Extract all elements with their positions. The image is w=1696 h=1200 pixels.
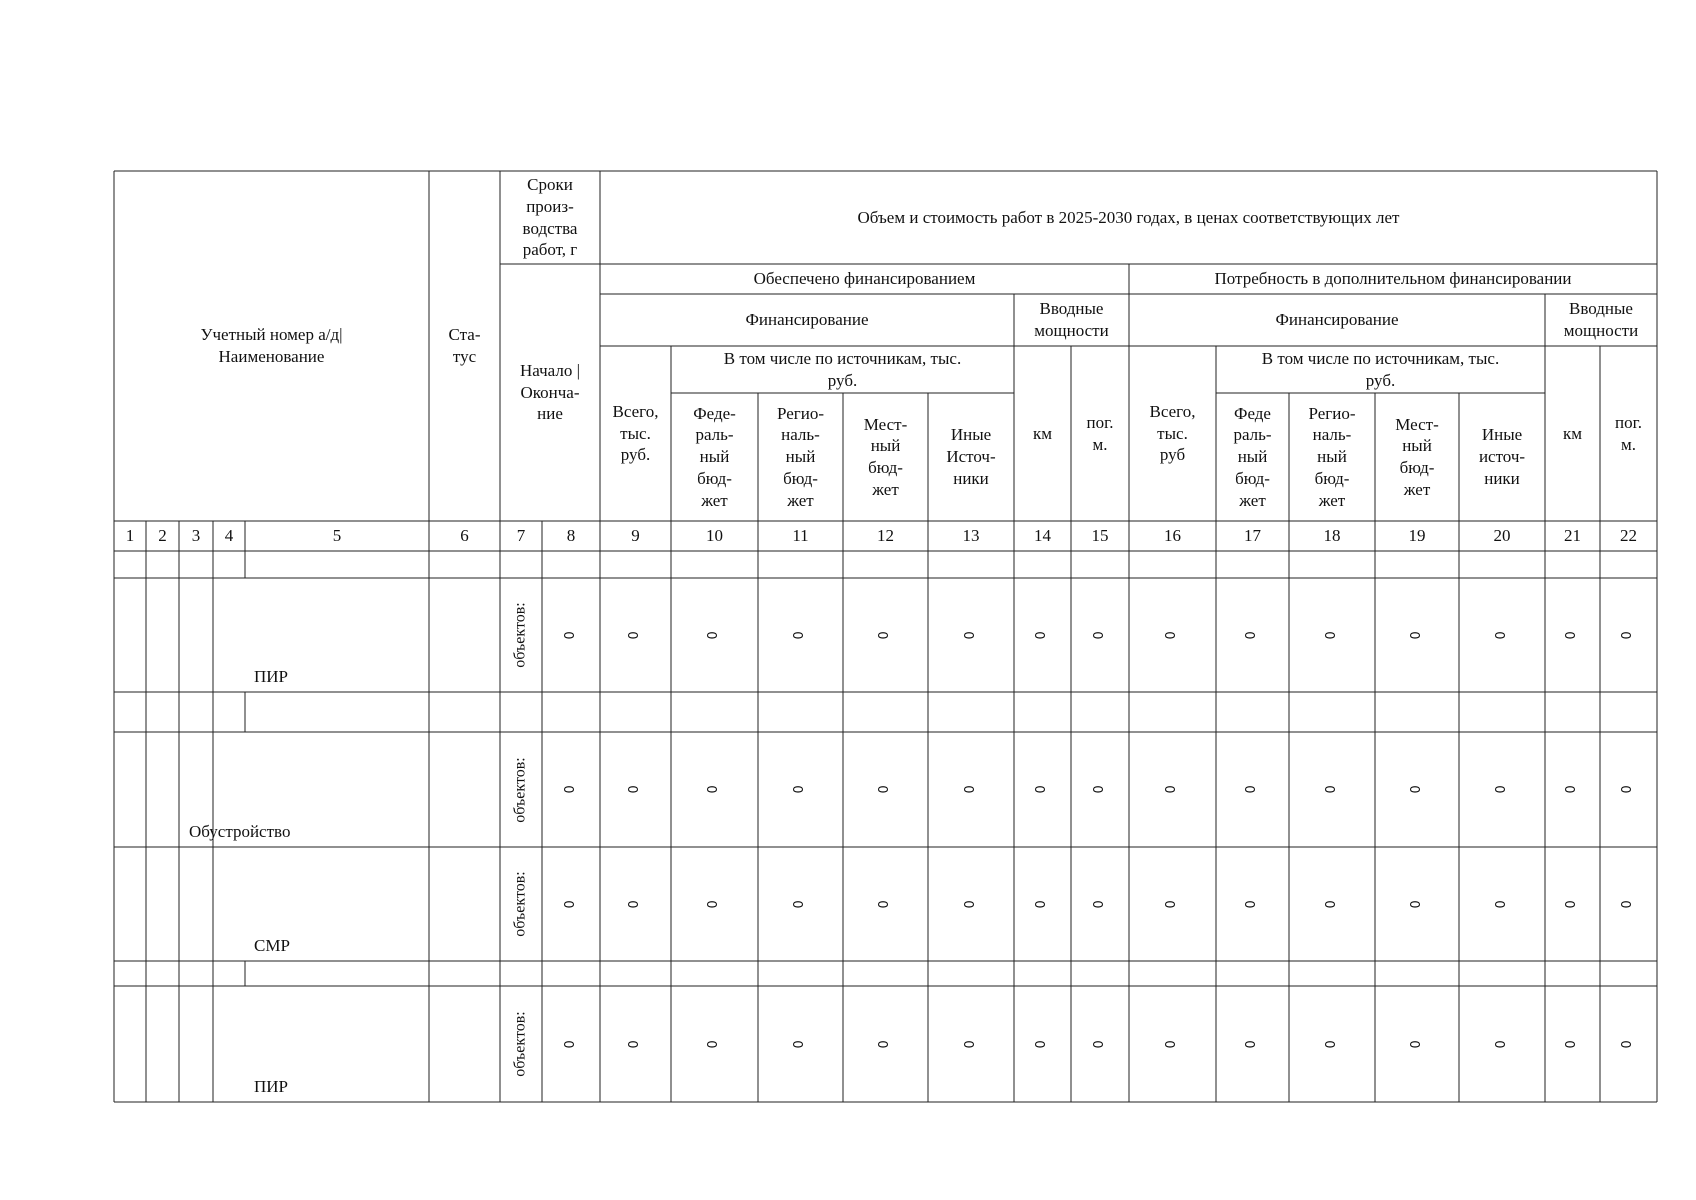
value-cell-text: 0 xyxy=(792,1039,808,1049)
value-cell-text: 0 xyxy=(1034,630,1050,640)
value-cell xyxy=(1459,847,1545,961)
column-number-19 xyxy=(1375,521,1459,551)
needed-financing-header-text: Финансирование xyxy=(1275,310,1399,330)
column-number-16 xyxy=(1129,521,1216,551)
value-cell xyxy=(1375,986,1459,1102)
column-number-13 xyxy=(928,521,1014,551)
value-cell xyxy=(671,847,758,961)
needed-other-header-text: Иные источ- ники xyxy=(1478,425,1526,488)
value-cell-text: 0 xyxy=(1493,1039,1509,1049)
value-cell xyxy=(1071,847,1129,961)
secured-other-header-text: Иные Источ- ники xyxy=(946,425,996,488)
value-cell-text: 0 xyxy=(962,899,978,909)
column-number-9 xyxy=(600,521,671,551)
value-cell-text: 0 xyxy=(562,1039,578,1049)
value-cell xyxy=(758,578,843,692)
value-cell-text: 0 xyxy=(562,630,578,640)
value-cell xyxy=(928,732,1014,847)
row-label: СМР xyxy=(254,936,290,955)
objects-count-label xyxy=(500,578,542,692)
column-number-4-text: 4 xyxy=(224,526,234,546)
column-number-5-text: 5 xyxy=(332,526,342,546)
value-cell xyxy=(843,847,928,961)
value-cell-text: 0 xyxy=(1323,630,1339,640)
secured-financing-header-text: Финансирование xyxy=(745,310,869,330)
value-cell xyxy=(1014,578,1071,692)
value-cell xyxy=(1600,578,1657,692)
needed-other-header xyxy=(1459,393,1545,521)
value-cell xyxy=(1375,847,1459,961)
secured-sources-header-text: В том числе по источникам, тыс. руб. xyxy=(723,348,962,390)
value-cell-text: 0 xyxy=(627,1039,643,1049)
value-cell xyxy=(1375,732,1459,847)
row-label: Обустройство xyxy=(189,822,291,841)
needed-regional-header xyxy=(1289,393,1375,521)
value-cell-text: 0 xyxy=(1164,899,1180,909)
value-cell-text: 0 xyxy=(1244,630,1260,640)
objects-count-label xyxy=(500,732,542,847)
column-number-2 xyxy=(146,521,179,551)
needed-km-header xyxy=(1545,346,1600,521)
column-number-17-text: 17 xyxy=(1244,526,1261,546)
secured-km-header xyxy=(1014,346,1071,521)
column-number-20-text: 20 xyxy=(1493,526,1511,546)
value-cell xyxy=(600,732,671,847)
value-cell xyxy=(1545,578,1600,692)
needed-capacity-header xyxy=(1545,294,1657,346)
needed-km-header-text: км xyxy=(1562,423,1583,443)
secured-pogm-header xyxy=(1071,346,1129,521)
value-cell xyxy=(1129,578,1216,692)
value-cell xyxy=(928,847,1014,961)
terms-subheader xyxy=(500,264,600,521)
column-number-21 xyxy=(1545,521,1600,551)
value-cell xyxy=(1129,732,1216,847)
value-cell xyxy=(758,847,843,961)
needed-group-header-text: Потребность в дополнительном финансировании xyxy=(1214,269,1572,289)
column-number-2-text: 2 xyxy=(158,526,167,546)
value-cell-text: 0 xyxy=(1493,630,1509,640)
value-cell-text: 0 xyxy=(1564,899,1580,909)
value-cell xyxy=(1289,732,1375,847)
value-cell-text: 0 xyxy=(1620,630,1636,640)
value-cell xyxy=(758,986,843,1102)
value-cell-text: 0 xyxy=(1408,785,1424,794)
value-cell xyxy=(1289,578,1375,692)
column-number-15 xyxy=(1071,521,1129,551)
value-cell xyxy=(1216,732,1289,847)
column-number-11-text: 11 xyxy=(792,526,809,546)
value-cell xyxy=(671,578,758,692)
value-cell-text: 0 xyxy=(962,630,978,640)
value-cell xyxy=(671,986,758,1102)
value-cell xyxy=(1216,847,1289,961)
terms-header-text: Сроки произ- водства работ, г xyxy=(522,175,578,260)
value-cell xyxy=(1014,847,1071,961)
value-cell-text: 0 xyxy=(1564,630,1580,640)
budget-table xyxy=(114,171,1657,1102)
value-cell-text: 0 xyxy=(1323,899,1339,909)
value-cell xyxy=(843,578,928,692)
column-number-10 xyxy=(671,521,758,551)
value-cell xyxy=(1600,847,1657,961)
value-cell-text: 0 xyxy=(627,785,643,794)
value-cell-text: 0 xyxy=(706,630,722,640)
value-cell-text: 0 xyxy=(1493,899,1509,909)
column-number-3 xyxy=(179,521,213,551)
value-cell xyxy=(1129,847,1216,961)
value-cell-text: 0 xyxy=(1564,1039,1580,1049)
needed-sources-header-text: В том числе по источникам, тыс. руб. xyxy=(1261,348,1500,390)
value-cell-text: 0 xyxy=(1620,785,1636,794)
value-cell xyxy=(1071,732,1129,847)
value-cell-text: 0 xyxy=(1034,785,1050,794)
value-cell-text: 0 xyxy=(877,899,893,909)
secured-sources-header xyxy=(671,346,1014,393)
column-number-18-text: 18 xyxy=(1323,526,1341,546)
secured-regional-header xyxy=(758,393,843,521)
value-cell-text: 0 xyxy=(1164,630,1180,640)
column-number-9-text: 9 xyxy=(631,526,640,546)
value-cell-text: 0 xyxy=(1164,1039,1180,1049)
column-number-18 xyxy=(1289,521,1375,551)
secured-federal-header-text: Феде- раль- ный бюд- жет xyxy=(693,403,736,510)
value-cell xyxy=(1600,986,1657,1102)
volume-header-text: Объем и стоимость работ в 2025-2030 годах, в ценах соответствующих лет xyxy=(857,207,1400,227)
terms-subheader-text: Начало | Оконча- ние xyxy=(519,360,581,424)
secured-total-header xyxy=(600,346,671,521)
column-number-22 xyxy=(1600,521,1657,551)
value-cell-text: 0 xyxy=(627,899,643,909)
value-cell xyxy=(542,732,600,847)
column-number-16-text: 16 xyxy=(1164,526,1181,546)
status-column-header xyxy=(429,171,500,521)
value-cell xyxy=(542,578,600,692)
value-cell-text: 0 xyxy=(1091,785,1107,794)
value-cell xyxy=(1459,578,1545,692)
value-cell-text: 0 xyxy=(1408,630,1424,640)
value-cell-text: 0 xyxy=(627,630,643,640)
needed-federal-header-text: Феде раль- ный бюд- жет xyxy=(1233,403,1272,510)
volume-header xyxy=(600,171,1657,264)
secured-local-header xyxy=(843,393,928,521)
needed-total-header-text: Всего, тыс. руб xyxy=(1149,401,1196,465)
column-number-5 xyxy=(245,521,429,551)
value-cell-text: 0 xyxy=(877,1039,893,1049)
value-cell xyxy=(1289,986,1375,1102)
secured-other-header xyxy=(928,393,1014,521)
needed-financing-header xyxy=(1129,294,1545,346)
secured-pogm-header-text: пог. м. xyxy=(1086,412,1114,454)
needed-sources-header xyxy=(1216,346,1545,393)
value-cell-text: 0 xyxy=(962,1039,978,1049)
value-cell-text: 0 xyxy=(706,899,722,909)
objects-count-label-text: объектов: xyxy=(512,871,529,937)
column-number-4 xyxy=(213,521,245,551)
column-number-21-text: 21 xyxy=(1564,526,1581,546)
needed-federal-header xyxy=(1216,393,1289,521)
value-cell-text: 0 xyxy=(1620,899,1636,909)
column-number-10-text: 10 xyxy=(706,526,723,546)
secured-regional-header-text: Регио- наль- ный бюд- жет xyxy=(776,403,824,510)
value-cell-text: 0 xyxy=(1091,630,1107,640)
value-cell-text: 0 xyxy=(1034,899,1050,909)
value-cell-text: 0 xyxy=(1244,785,1260,794)
secured-capacity-header xyxy=(1014,294,1129,346)
value-cell-text: 0 xyxy=(1620,1039,1636,1049)
column-number-6 xyxy=(429,521,500,551)
value-cell-text: 0 xyxy=(1493,785,1509,794)
column-number-12-text: 12 xyxy=(877,526,894,546)
value-cell-text: 0 xyxy=(1091,899,1107,909)
status-column-header-text: Ста- тус xyxy=(448,325,481,366)
value-cell-text: 0 xyxy=(877,785,893,794)
column-number-13-text: 13 xyxy=(962,526,980,546)
column-number-15-text: 15 xyxy=(1091,526,1109,546)
secured-group-header-text: Обеспечено финансированием xyxy=(753,269,976,289)
value-cell-text: 0 xyxy=(792,899,808,909)
value-cell xyxy=(1014,986,1071,1102)
needed-group-header xyxy=(1129,264,1657,294)
value-cell-text: 0 xyxy=(1323,785,1339,794)
objects-count-label-text: объектов: xyxy=(512,1011,529,1077)
row-label: ПИР xyxy=(254,667,289,686)
column-number-8-text: 8 xyxy=(566,526,576,546)
value-cell-text: 0 xyxy=(792,630,808,640)
value-cell-text: 0 xyxy=(1323,1039,1339,1049)
column-number-22-text: 22 xyxy=(1620,526,1637,546)
objects-count-label-text: объектов: xyxy=(512,602,529,668)
column-number-11 xyxy=(758,521,843,551)
needed-pogm-header-text: пог. м. xyxy=(1615,412,1642,454)
objects-count-label xyxy=(500,986,542,1102)
value-cell xyxy=(542,847,600,961)
value-cell xyxy=(928,578,1014,692)
value-cell xyxy=(1289,847,1375,961)
value-cell xyxy=(600,986,671,1102)
value-cell xyxy=(1375,578,1459,692)
needed-capacity-header-text: Вводные мощности xyxy=(1563,299,1639,340)
value-cell xyxy=(758,732,843,847)
value-cell-text: 0 xyxy=(1244,899,1260,909)
needed-pogm-header xyxy=(1600,346,1657,521)
needed-regional-header-text: Регио- наль- ный бюд- жет xyxy=(1308,403,1356,510)
value-cell-text: 0 xyxy=(1408,899,1424,909)
value-cell xyxy=(1216,986,1289,1102)
value-cell xyxy=(1216,578,1289,692)
value-cell xyxy=(1071,986,1129,1102)
value-cell xyxy=(542,986,600,1102)
value-cell xyxy=(1014,732,1071,847)
needed-local-header xyxy=(1375,393,1459,521)
value-cell-text: 0 xyxy=(1164,785,1180,794)
value-cell xyxy=(1071,578,1129,692)
value-cell xyxy=(843,732,928,847)
column-number-1 xyxy=(114,521,146,551)
secured-total-header-text: Всего, тыс. руб. xyxy=(612,401,659,465)
column-number-14 xyxy=(1014,521,1071,551)
value-cell-text: 0 xyxy=(1091,1039,1107,1049)
value-cell xyxy=(1459,732,1545,847)
value-cell xyxy=(1545,986,1600,1102)
column-number-6-text: 6 xyxy=(460,526,469,546)
column-number-1-text: 1 xyxy=(125,526,135,546)
secured-federal-header xyxy=(671,393,758,521)
value-cell xyxy=(928,986,1014,1102)
column-number-7-text: 7 xyxy=(516,526,526,546)
column-number-12 xyxy=(843,521,928,551)
value-cell-text: 0 xyxy=(877,630,893,640)
value-cell xyxy=(843,986,928,1102)
value-cell-text: 0 xyxy=(1244,1039,1260,1049)
objects-count-label xyxy=(500,847,542,961)
value-cell-text: 0 xyxy=(962,785,978,794)
value-cell xyxy=(1129,986,1216,1102)
objects-count-label-text: объектов: xyxy=(512,756,529,823)
value-cell-text: 0 xyxy=(706,1039,722,1049)
value-cell-text: 0 xyxy=(706,785,722,794)
column-number-17 xyxy=(1216,521,1289,551)
value-cell xyxy=(1459,986,1545,1102)
secured-km-header-text: км xyxy=(1032,423,1053,443)
value-cell-text: 0 xyxy=(792,785,808,794)
value-cell xyxy=(1545,732,1600,847)
name-column-header xyxy=(114,171,429,521)
secured-capacity-header-text: Вводные мощности xyxy=(1034,299,1109,340)
column-number-14-text: 14 xyxy=(1034,526,1051,546)
column-number-19-text: 19 xyxy=(1408,526,1426,546)
value-cell-text: 0 xyxy=(1408,1039,1424,1049)
needed-local-header-text: Мест- ный бюд- жет xyxy=(1395,414,1439,499)
column-number-7 xyxy=(500,521,542,551)
needed-total-header xyxy=(1129,346,1216,521)
column-number-8 xyxy=(542,521,600,551)
value-cell xyxy=(600,847,671,961)
value-cell xyxy=(1545,847,1600,961)
secured-group-header xyxy=(600,264,1129,294)
value-cell xyxy=(600,578,671,692)
value-cell xyxy=(671,732,758,847)
name-column-header-text: Учетный номер а/д| Наименование xyxy=(200,325,343,366)
value-cell-text: 0 xyxy=(1564,785,1580,794)
column-number-3-text: 3 xyxy=(191,526,201,546)
value-cell-text: 0 xyxy=(1034,1039,1050,1049)
column-number-20 xyxy=(1459,521,1545,551)
terms-header xyxy=(500,171,600,264)
value-cell-text: 0 xyxy=(562,899,578,909)
secured-local-header-text: Мест- ный бюд- жет xyxy=(863,414,908,499)
secured-financing-header xyxy=(600,294,1014,346)
value-cell-text: 0 xyxy=(562,785,578,794)
value-cell xyxy=(1600,732,1657,847)
row-label: ПИР xyxy=(254,1077,289,1096)
